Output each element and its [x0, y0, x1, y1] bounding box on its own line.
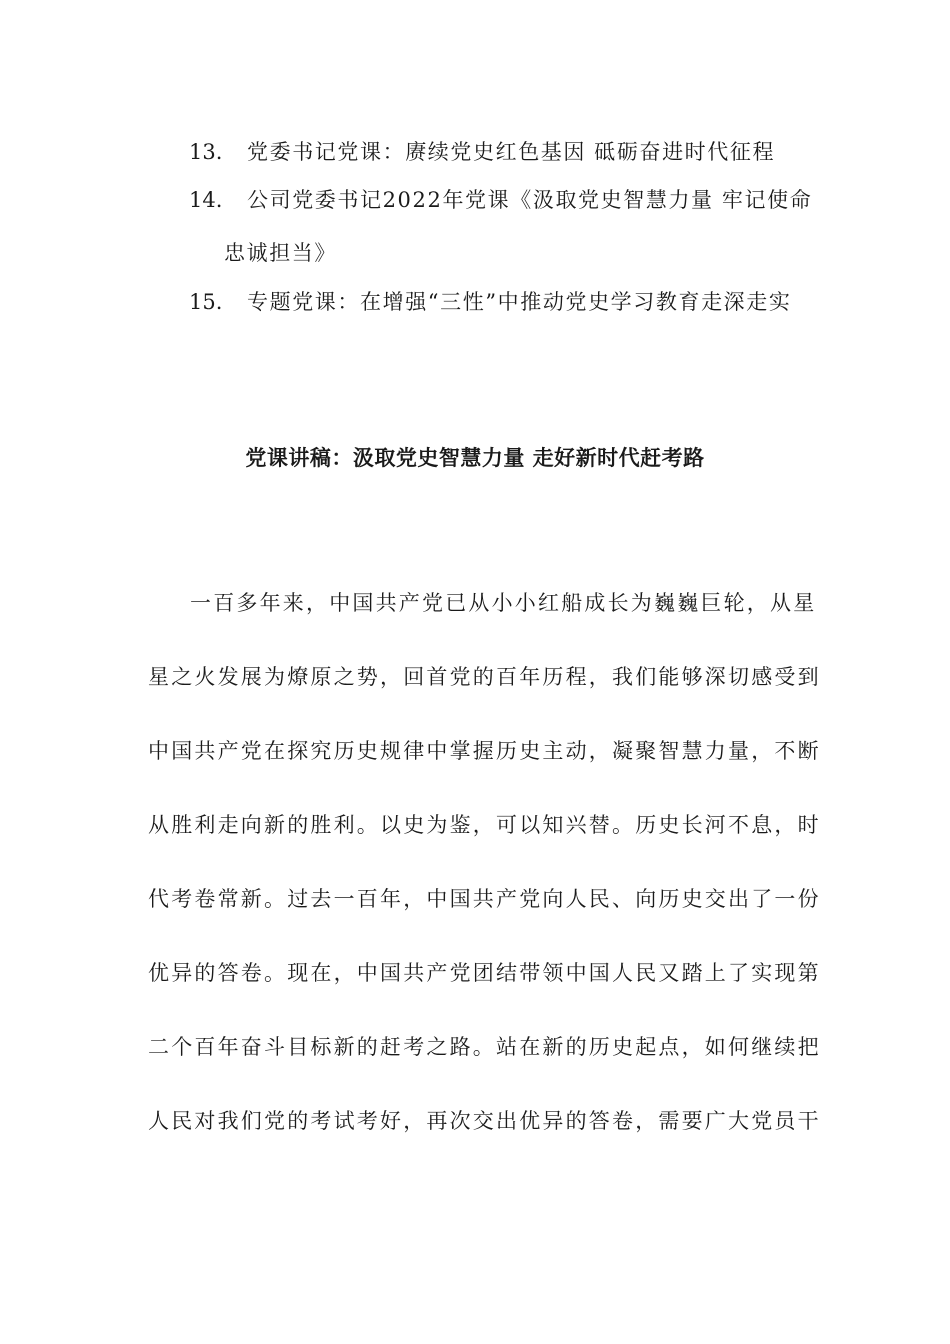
toc-item-number: 15. — [189, 290, 223, 314]
toc-item-text: 党委书记党课：赓续党史红色基因 砥砺奋进时代征程 — [247, 140, 776, 164]
toc-item-text-continuation: 忠诚担当》 — [224, 241, 337, 265]
paragraph-line: 代考卷常新。过去一百年，中国共产党向人民、向历史交出了一份 — [148, 887, 821, 911]
paragraph-line: 星之火发展为燎原之势，回首党的百年历程，我们能够深切感受到 — [148, 665, 821, 689]
article-title: 党课讲稿：汲取党史智慧力量 走好新时代赶考路 — [245, 446, 705, 470]
paragraph-line: 优异的答卷。现在，中国共产党团结带领中国人民又踏上了实现第 — [148, 961, 821, 985]
toc-item-number: 13. — [189, 140, 223, 164]
paragraph-line: 从胜利走向新的胜利。以史为鉴，可以知兴替。历史长河不息，时 — [148, 813, 821, 837]
toc-item-text: 专题党课：在增强“三性”中推动党史学习教育走深走实 — [247, 290, 792, 314]
paragraph-line: 二个百年奋斗目标新的赶考之路。站在新的历史起点，如何继续把 — [148, 1035, 821, 1059]
toc-item-text: 公司党委书记2022年党课《汲取党史智慧力量 牢记使命 — [247, 188, 813, 212]
paragraph-line: 一百多年来，中国共产党已从小小红船成长为巍巍巨轮，从星 — [190, 591, 817, 615]
paragraph-line: 人民对我们党的考试考好，再次交出优异的答卷，需要广大党员干 — [148, 1109, 821, 1133]
paragraph-line: 中国共产党在探究历史规律中掌握历史主动，凝聚智慧力量，不断 — [148, 739, 821, 763]
toc-item-number: 14. — [189, 188, 223, 212]
